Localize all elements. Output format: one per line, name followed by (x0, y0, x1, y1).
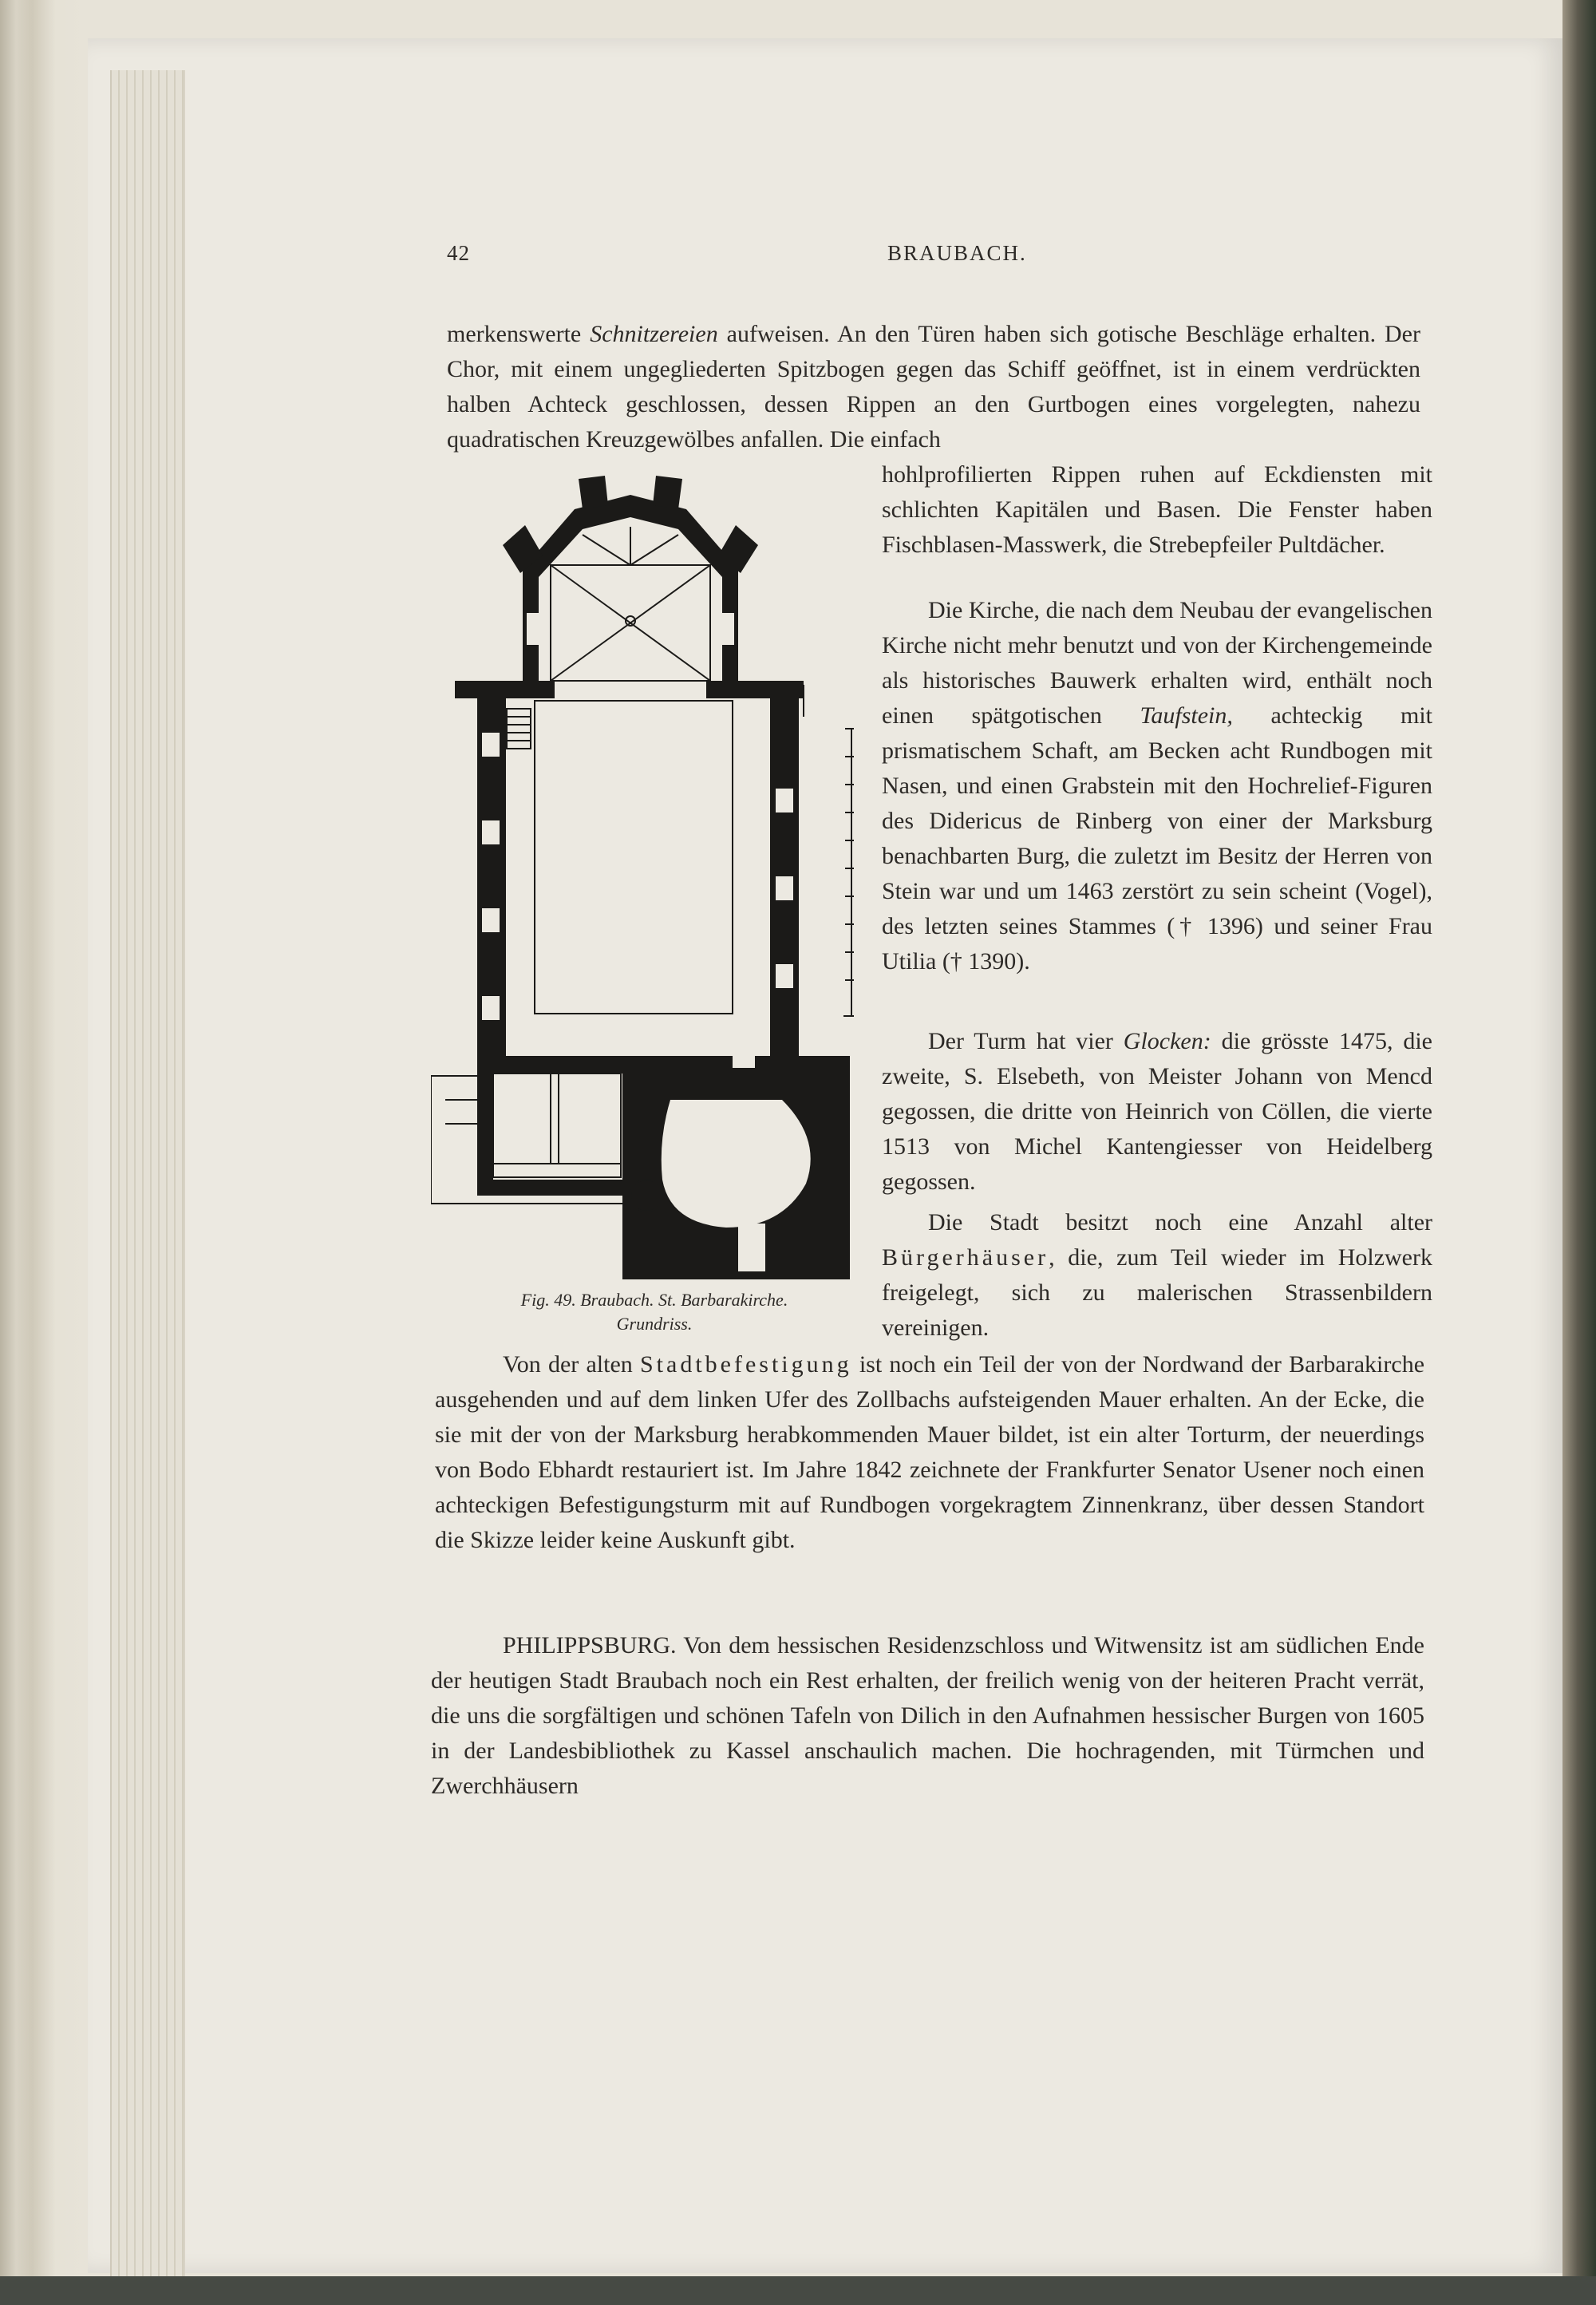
wall-window (776, 964, 793, 988)
paragraph-text: Der Turm hat vier (928, 1028, 1124, 1054)
wall-window (776, 789, 793, 812)
scale-bar (843, 729, 854, 1016)
figure-caption (447, 1288, 862, 1336)
spaced-term: Bürgerhäuser (882, 1244, 1049, 1271)
annex-wall-left (477, 1056, 493, 1196)
page-stack-edge (110, 70, 185, 2289)
book-spine (1562, 0, 1596, 2305)
paragraph-glocken (882, 1024, 1432, 1200)
vault-rib (630, 535, 678, 565)
paragraph-text: Die Stadt besitzt noch eine Anzahl alter (928, 1209, 1432, 1236)
chancel-wall-left (455, 681, 555, 698)
page-number: 42 (447, 241, 470, 265)
church-floor-plan-figure (431, 461, 854, 1283)
wall-window (482, 733, 500, 757)
paragraph-text: ist noch ein Teil der von der Nordwand der Barbarakirche ausgehenden und auf dem linken Ufer des Zollbachs aufsteigenden Mauer erhalten. An der Ecke, die sie mit der von der Marksburg herabkommenden Mauer bildet, ist ein alter Torturm, der neuerdings von Bodo Ebhardt restauriert ist. Im Jahre 1842 zeichnete der Frankfurter Senator Usener noch einen achteckigen Befestigungsturm mit auf Rundbogen vorgekragtem Zinnenkranz, über dessen Standort die Skizze leider keine Auskunft gibt. (435, 1351, 1425, 1553)
wall-window (482, 996, 500, 1020)
annex-wall-bottom (477, 1180, 629, 1196)
tower-door (738, 1224, 765, 1271)
stair (507, 709, 531, 749)
annex-outline (493, 1073, 621, 1177)
paragraph-text: , die, zum Teil wieder im Holzwerk freigelegt, sich zu malerischen Strassenbildern vereinigen. (882, 1244, 1432, 1341)
paragraph-text: achteckig mit prismatischem Schaft, am Becken acht Rundbogen mit Nasen, und einen Grabstein mit den Hochrelief-Figuren des Didericus de Rinberg von einer der Marksburg benachbarten Burg, die zuletzt im Besitz der Herren von Stein war und um 1463 zerstört zu sein scheint (Vogel), des letzten seines Stammes († 1396) und seiner Frau Utilia († 1390). (882, 702, 1432, 975)
paragraph-text: aufweisen. An den Türen haben sich gotische Beschläge erhalten. Der Chor, mit einem ungegliederten Spitzbogen gegen das Schiff geöffnet, ist in einem verdrückten halben Achteck geschlossen, dessen Rippen an den Gurtbogen eines vorgelegten, nahezu quadratischen Kreuzgewölbes anfallen. Die einfach (447, 321, 1420, 453)
tower-door (733, 1044, 755, 1068)
caption-line-2: Grundriss. (616, 1314, 693, 1334)
wall-window (482, 908, 500, 932)
vault-rib (583, 535, 630, 565)
paragraph-kirche (882, 593, 1432, 979)
paragraph-text: Die Kirche, die nach dem Neubau der evangelischen Kirche nicht mehr benutzt und von der Kirchengemeinde als historisches Bauwerk erhalten wird, enthält noch einen spätgotischen (882, 597, 1432, 729)
scan-background (0, 2276, 1596, 2305)
paragraph-text: merkenswerte (447, 321, 591, 347)
paragraph-buergerhaeuser (882, 1205, 1432, 1346)
caption-line-1: Fig. 49. Braubach. St. Barbarakirche. (520, 1290, 788, 1310)
wall-window (482, 820, 500, 844)
paragraph-text: Von der alten (503, 1351, 640, 1378)
church-floor-plan (431, 461, 854, 1283)
nave-outline (535, 701, 733, 1014)
annex-wall (477, 1056, 637, 1073)
apse-window (527, 613, 539, 645)
running-title: BRAUBACH. (887, 241, 1027, 265)
wall-window (776, 876, 793, 900)
page-header (447, 241, 1420, 273)
paragraph-stadtbefestigung (435, 1347, 1424, 1558)
apse-buttress (653, 476, 682, 509)
paragraph-philippsburg (431, 1628, 1424, 1804)
section-heading: PHILIPPSBURG. (503, 1632, 677, 1659)
apse-buttress (579, 476, 608, 509)
paragraph-text: die grösste 1475, die zweite, S. Elsebeth, von Meister Johann von Mencd gegossen, die dritte von Heinrich von Cöllen, die vierte 1513 von Michel Kantengiesser von Heidelberg gegossen. (882, 1028, 1432, 1195)
paragraph-rippen: hohlprofilierten Rippen ruhen auf Eckdiensten mit schlichten Kapitälen und Basen. Die Fenster haben Fischblasen-Masswerk, die Strebepfeiler Pultdächer. (882, 461, 1432, 558)
paragraph-text: Von dem hessischen Residenzschloss und Witwensitz ist am südlichen Ende der heutigen Stadt Braubach noch ein Rest erhalten, der freilich wenig von der heiteren Pracht verrät, die uns die sorgfältigen und schönen Tafeln von Dilich in den Aufnahmen hessischer Burgen von 1605 in der Landesbibliothek zu Kassel anschaulich machen. Die hochragenden, mit Türmchen und Zwerchhäusern (431, 1632, 1424, 1799)
apse-wall (523, 495, 738, 685)
emphasis-term: Schnitzereien (590, 321, 718, 347)
apse-window (721, 613, 734, 645)
paragraph-chor (447, 317, 1420, 457)
chancel-wall-right (706, 681, 804, 698)
spaced-term: Stadtbefestigung (640, 1351, 852, 1378)
emphasis-term: Taufstein, (1140, 702, 1233, 729)
emphasis-term: Glocken: (1123, 1028, 1211, 1054)
